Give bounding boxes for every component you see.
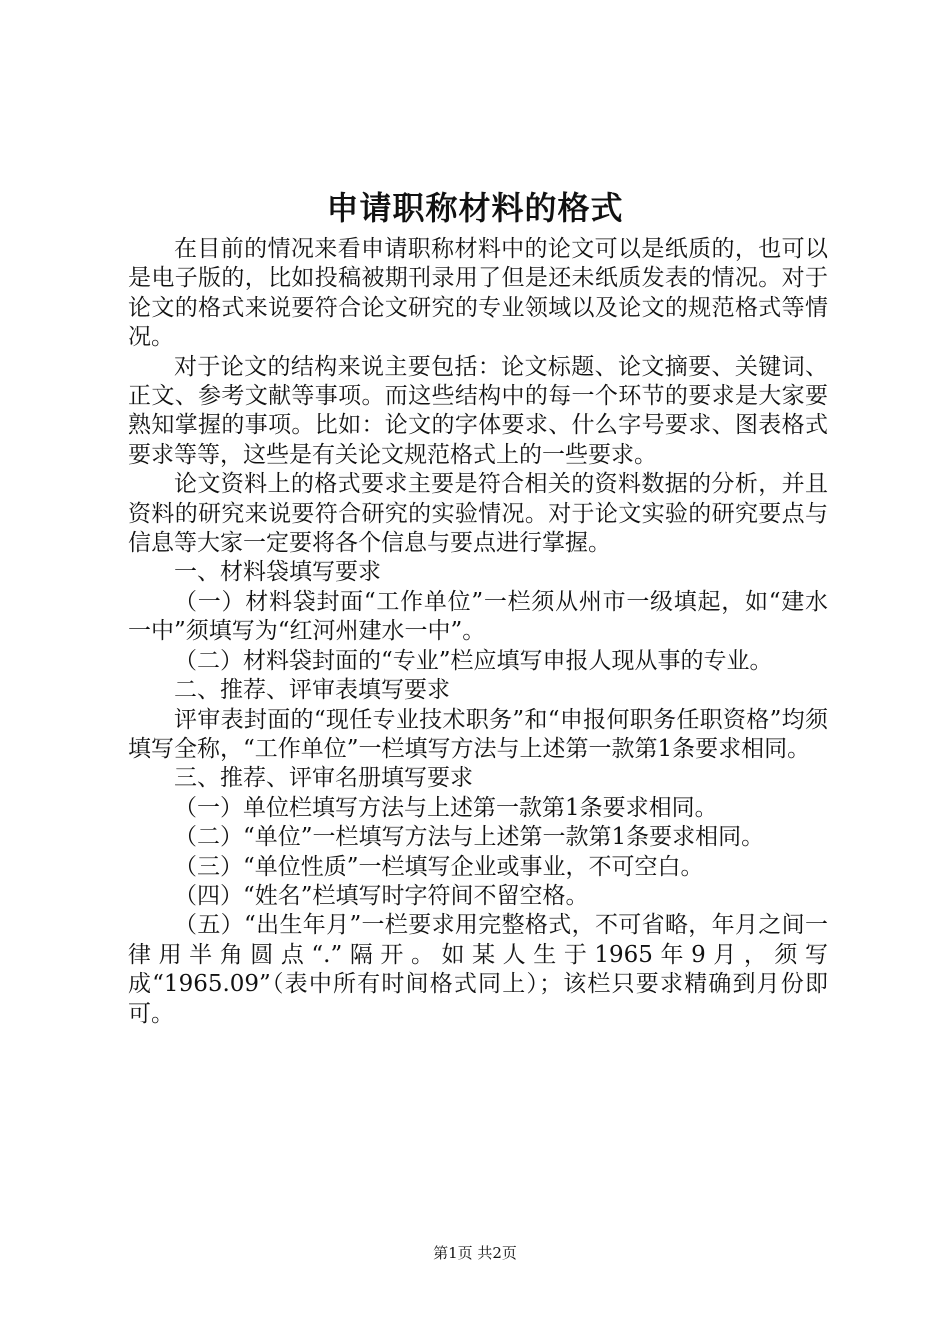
document-body [128,235,828,1029]
document-title: 申请职称材料的格式 [326,189,624,227]
section-heading-3: 三、推荐、评审名册填写要求 [174,765,473,792]
section-3-item-1: （一）单位栏填写方法与上述第一款第1条要求相同。 [174,794,718,821]
section-3-item-5: （五）“出生年月”一栏要求用完整格式，不可省略，年月之间一律用半角圆点“.”隔开。如某人生于1965年9月，须写成“1965.09”（表中所有时间格式同上）；该栏只要求精确到月份即可。 [128,912,828,1027]
section-2-paragraph: 评审表封面的“现任专业技术职务”和“申报何职务任职资格”均须填写全称，“工作单位”一栏填写方法与上述第一款第1条要求相同。 [128,706,828,762]
section-3-item-3: （三）“单位性质”一栏填写企业或事业，不可空白。 [174,853,704,880]
section-heading-2: 二、推荐、评审表填写要求 [174,677,450,704]
paragraph-intro-1: 在目前的情况来看申请职称材料中的论文可以是纸质的，也可以是电子版的，比如投稿被期刊录用了但是还未纸质发表的情况。对于论文的格式来说要符合论文研究的专业领域以及论文的规范格式等情况。 [128,236,828,351]
paragraph-intro-3: 论文资料上的格式要求主要是符合相关的资料数据的分析，并且资料的研究来说要符合研究的实验情况。对于论文实验的研究要点与信息等大家一定要将各个信息与要点进行掌握。 [128,471,828,557]
section-heading-1: 一、材料袋填写要求 [174,559,381,586]
page-footer: 第1页 共2页 [433,1244,517,1262]
paragraph-intro-2: 对于论文的结构来说主要包括：论文标题、论文摘要、关键词、正文、参考文献等事项。而这些结构中的每一个环节的要求是大家要熟知掌握的事项。比如：论文的字体要求、什么字号要求、图表格式要求等等，这些是有关论文规范格式上的一些要求。 [128,353,828,468]
section-1-item-2: （二）材料袋封面的“专业”栏应填写申报人现从事的专业。 [174,647,773,674]
section-1-item-1: （一）材料袋封面“工作单位”一栏须从州市一级填起，如“建水一中”须填写为“红河州建水一中”。 [128,588,828,645]
section-3-item-4: （四）“姓名”栏填写时字符间不留空格。 [174,882,589,909]
section-3-item-2: （二）“单位”一栏填写方法与上述第一款第1条要求相同。 [174,824,765,851]
